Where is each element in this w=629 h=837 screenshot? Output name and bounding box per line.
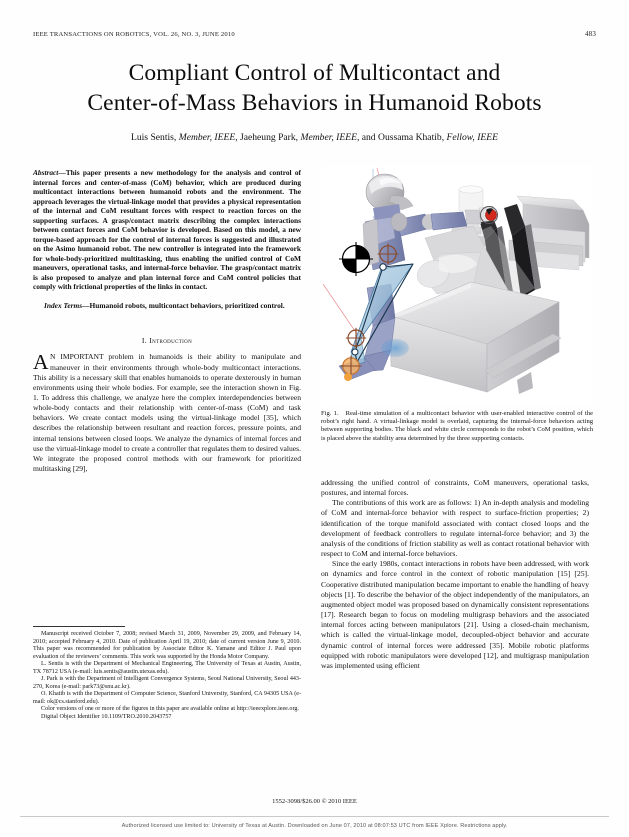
introduction-paragraph [33, 352, 301, 474]
author-3-role: Fellow, IEEE [446, 132, 499, 143]
index-terms-text: Humanoid robots, multicontact behaviors, prioritized control. [89, 300, 285, 310]
right-continuation-paragraph: addressing the unified control of constraints, CoM maneuvers, operational tasks, postures, and internal forces. [321, 478, 589, 498]
index-terms-paragraph [33, 301, 301, 311]
intro-body: problem in humanoids is their ability to manipulate and maneuver in their environments through whole-body multicontact interactions. This ability is a necessary skill that enables humanoids to operate dexterously in human environments using their whole bodies. For example, see the interaction shown in Fig. 1. To address this challenge, we analyze here the complex interdependencies between whole-body contacts and their relationship with center-of-mass (CoM) and task behaviors. We create contact models using the virtual-linkage model [35], which describes the relationship between resultant and reaction forces, pressure points, and internal tensions between closed loops. We analyze the dynamics of internal forces and use the virtual-linkage model to create a controller that regulates them to desired values. We integrate the proposed control methods with our framework for prioritized multitasking [29], [33, 352, 301, 474]
footnote-author-sentis: L. Sentis is with the Department of Mechanical Engineering, The University of Texas at Austin, Austin, TX 78712 USA (e-mail: luis.sentis@austin.utexas.edu). [33, 661, 301, 675]
footnote-author-khatib: O. Khatib is with the Department of Computer Science, Stanford University, Stanford, CA 94305 USA (e-mail: ok@cs.stanford.edu). [33, 691, 301, 705]
footnote-author-park: J. Park is with the Department of Intelligent Convergence Systems, Seoul National University, Seoul 443-270, Korea (e-mail: park73@snu.ac.kr). [33, 676, 301, 690]
title-block [40, 58, 589, 144]
footer-divider [20, 816, 609, 817]
author-1-name: Luis Sentis, [130, 132, 179, 143]
right-related-work-paragraph: Since the early 1980s, contact interactions in robots have been addressed, with work on dynamics and force control in the context of robotic manipulation [15] [25]. Cooperative distributed manipulation became important to enable the handling of heavy objects [1]. To describe the behavior of the object independently of the manipulators, an augmented object model was proposed based on dynamically consistent representations [17]. Research began to focus on modeling multigrasp behaviors and the associated internal forces acting between manipulators [21]. Using a closed-chain mechanism, which is called the virtual-linkage model, decoupled-object behavior and accurate dynamic control of internal forces were addressed [35]. Mobile robotic platforms equipped with robotic manipulators were developed [12], and multigrasp manipulation was implemented using efficient [321, 559, 589, 670]
footnote-manuscript: Manuscript received October 7, 2008; revised March 31, 2009, November 29, 2009, and February 14, 2010; accepted February 4, 2010. Date of publication April 19, 2010; date of current version June 9, 2010. This paper was recommended for publication by Associate Editor K. Yamane and Editor J. Paul upon evaluation of the reviewers’ comments. This work was supported by the Honda Motor Company. [33, 631, 301, 660]
page-folio: 483 [584, 30, 596, 38]
section-number: I. [141, 336, 148, 345]
journal-header: IEEE TRANSACTIONS ON ROBOTICS, VOL. 26, NO. 3, JUNE 2010 [33, 31, 235, 38]
page-title [40, 58, 589, 118]
abstract-label: Abstract [33, 168, 59, 177]
author-2-name: Jaeheung Park, [239, 132, 301, 143]
foot-contact-dot [344, 373, 352, 381]
footnote-rule [33, 626, 125, 627]
title-line-1: Compliant Control of Multicontact and [128, 60, 501, 86]
figure-1-caption [321, 410, 593, 443]
author-sep-1: , [235, 132, 240, 143]
right-column [321, 478, 589, 671]
index-terms-label: Index Terms [44, 300, 83, 310]
abstract-dash: — [58, 168, 66, 177]
author-list [40, 131, 589, 144]
abstract-paragraph [33, 168, 301, 292]
drop-cap: A [33, 350, 49, 375]
permission-line: Authorized licensed use limited to: University of Texas at Austin. Downloaded on June 07, 2010 at 08:07:53 UTC from IEEE Xplore. Restrictions apply. [121, 823, 508, 829]
right-contributions-paragraph: The contributions of this work are as follows: 1) An in-depth analysis and modeling of CoM and internal-force behavior with respect to surface-friction properties; 2) identification of the torque manifold associated with contact closed loops and the development of feedback controllers to regulate internal-force behavior; and 3) the analysis of the conditions of friction stability as well as contact rotational behavior with respect to CoM and internal-force behaviors. [321, 498, 589, 559]
running-head [33, 30, 596, 42]
left-column [33, 168, 301, 474]
humanoid-multicontact-simulation-image [321, 166, 593, 406]
index-terms-dash: — [82, 300, 90, 310]
section-title: Introduction [149, 336, 193, 345]
title-line-2: Center-of-Mass Behaviors in Humanoid Robots [87, 90, 542, 116]
figure-1 [321, 166, 593, 406]
author-3-name: Oussama Khatib, [378, 132, 447, 143]
support-area-disc [381, 339, 409, 357]
issn-line: 1552-3098/$26.00 © 2010 IEEE [272, 798, 357, 805]
section-heading-introduction [33, 336, 301, 345]
figure-label: Fig. 1. [321, 410, 339, 417]
abstract-text: This paper presents a new methodology for the analysis and control of internal forces and center-of-mass (CoM) behavior, which are produced during multicontact interactions between humanoid robots and the environment. The approach leverages the virtual-linkage model that provides a physical representation of the internal and CoM resultant forces with respect to reaction forces on the supporting surfaces. A grasp/contact matrix describing the complex interactions between contact forces and CoM behavior is developed. Based on this model, a new torque-based approach for the control of internal forces is suggested and illustrated on the Asimo humanoid robot. The new controller is integrated into the framework for whole-body-prioritized multitasking, thus enabling the unified control of CoM maneuvers, operational tasks, and internal-force behavior. The grasp/contact matrix is also proposed to analyze and plan internal force and CoM control policies that comply with frictional properties of the links in contact. [33, 168, 301, 291]
footnote-block [33, 631, 301, 722]
author-1-role: Member, IEEE [178, 132, 236, 143]
footnote-doi: Digital Object Identifier 10.1109/TRO.2010.2043757 [41, 714, 172, 721]
figure-caption-text: Real-time simulation of a multicontact behavior with user-enabled interactive control of the robot’s right hand. A virtual-linkage model is overlaid, capturing the internal-force behaviors acting between supporting bodies. The black and white circle corresponds to the robot’s CoM position, which is placed above the stability area determined by the three supporting contacts. [321, 410, 593, 442]
intro-smallcaps: N IMPORTANT [50, 352, 104, 362]
footnote-color-versions: Color versions of one or more of the figures in this paper are available online at http://ieeexplore.ieee.org. [41, 706, 299, 713]
author-2-role: Member, IEEE [300, 132, 357, 143]
author-sep-2: , and [356, 132, 379, 143]
